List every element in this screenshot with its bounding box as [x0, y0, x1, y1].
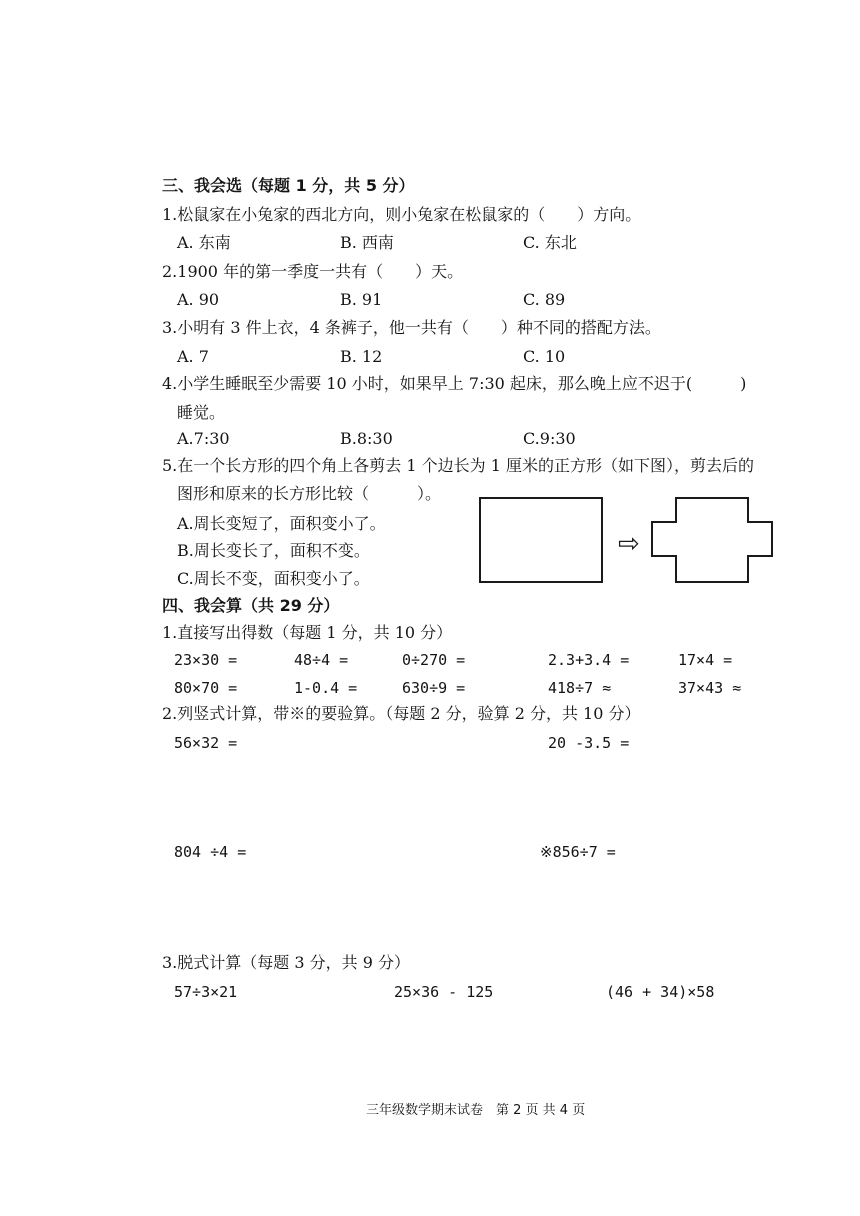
cut-corner-shape	[652, 498, 772, 582]
part3-title: 3.脱式计算（每题 3 分，共 9 分）	[162, 953, 410, 972]
part2-title: 2.列竖式计算，带※的要验算。（每题 2 分，验算 2 分，共 10 分）	[162, 704, 641, 723]
q5-option-a: A.周长变短了，面积变小了。	[177, 514, 386, 533]
calc-r2-c4: 418÷7 ≈	[548, 679, 612, 697]
q2-stem: 2.1900 年的第一季度一共有（ ）天。	[162, 262, 464, 281]
q3-option-b: B. 12	[340, 347, 383, 366]
calc-r1-c5: 17×4 =	[678, 651, 733, 669]
q4-stem-continued: 睡觉。	[177, 403, 226, 422]
q2-option-a: A. 90	[177, 290, 220, 309]
step-calc-3: (46 + 34)×58	[606, 983, 715, 1001]
q5-figure	[470, 490, 790, 590]
q4-option-a: A.7:30	[177, 429, 230, 448]
q5-stem-continued: 图形和原来的长方形比较（ ）。	[177, 484, 442, 503]
vertical-calc-4: ※856÷7 =	[540, 843, 616, 861]
calc-r2-c1: 80×70 =	[174, 679, 238, 697]
step-calc-1: 57÷3×21	[174, 983, 238, 1001]
vertical-calc-2: 20 -3.5 =	[548, 734, 630, 752]
q1-option-b: B. 西南	[340, 233, 394, 252]
q4-option-c: C.9:30	[523, 429, 576, 448]
part1-title: 1.直接写出得数（每题 1 分，共 10 分）	[162, 623, 453, 642]
q3-option-a: A. 7	[177, 347, 209, 366]
calc-r1-c4: 2.3+3.4 =	[548, 651, 630, 669]
q4-option-b: B.8:30	[340, 429, 393, 448]
step-calc-2: 25×36 - 125	[394, 983, 494, 1001]
transform-arrow-icon: ⇨	[618, 529, 640, 559]
q5-option-b: B.周长变长了，面积不变。	[177, 541, 370, 560]
calc-r2-c5: 37×43 ≈	[678, 679, 742, 697]
q1-option-c: C. 东北	[523, 233, 577, 252]
q1-option-a: A. 东南	[177, 233, 231, 252]
q2-option-b: B. 91	[340, 290, 383, 309]
calc-r2-c2: 1-0.4 =	[294, 679, 358, 697]
q3-stem: 3.小明有 3 件上衣，4 条裤子，他一共有（ ）种不同的搭配方法。	[162, 318, 661, 337]
q2-option-c: C. 89	[523, 290, 566, 309]
calc-r1-c1: 23×30 =	[174, 651, 238, 669]
calc-r1-c3: 0÷270 =	[402, 651, 466, 669]
section4-heading: 四、我会算（共 29 分）	[162, 596, 340, 615]
calc-r1-c2: 48÷4 =	[294, 651, 349, 669]
q5-option-c: C.周长不变，面积变小了。	[177, 569, 370, 588]
q3-option-c: C. 10	[523, 347, 566, 366]
q1-stem: 1.松鼠家在小兔家的西北方向，则小兔家在松鼠家的（ ）方向。	[162, 205, 642, 224]
section3-heading: 三、我会选（每题 1 分，共 5 分）	[162, 176, 415, 195]
page-footer: 三年级数学期末试卷 第 2 页 共 4 页	[366, 1103, 586, 1118]
original-rectangle	[480, 498, 602, 582]
q4-stem: 4.小学生睡眠至少需要 10 小时，如果早上 7:30 起床，那么晚上应不迟于( )	[162, 374, 747, 393]
calc-r2-c3: 630÷9 =	[402, 679, 466, 697]
q5-stem: 5.在一个长方形的四个角上各剪去 1 个边长为 1 厘米的正方形（如下图），剪去后的	[162, 456, 754, 475]
vertical-calc-3: 804 ÷4 =	[174, 843, 247, 861]
vertical-calc-1: 56×32 =	[174, 734, 238, 752]
